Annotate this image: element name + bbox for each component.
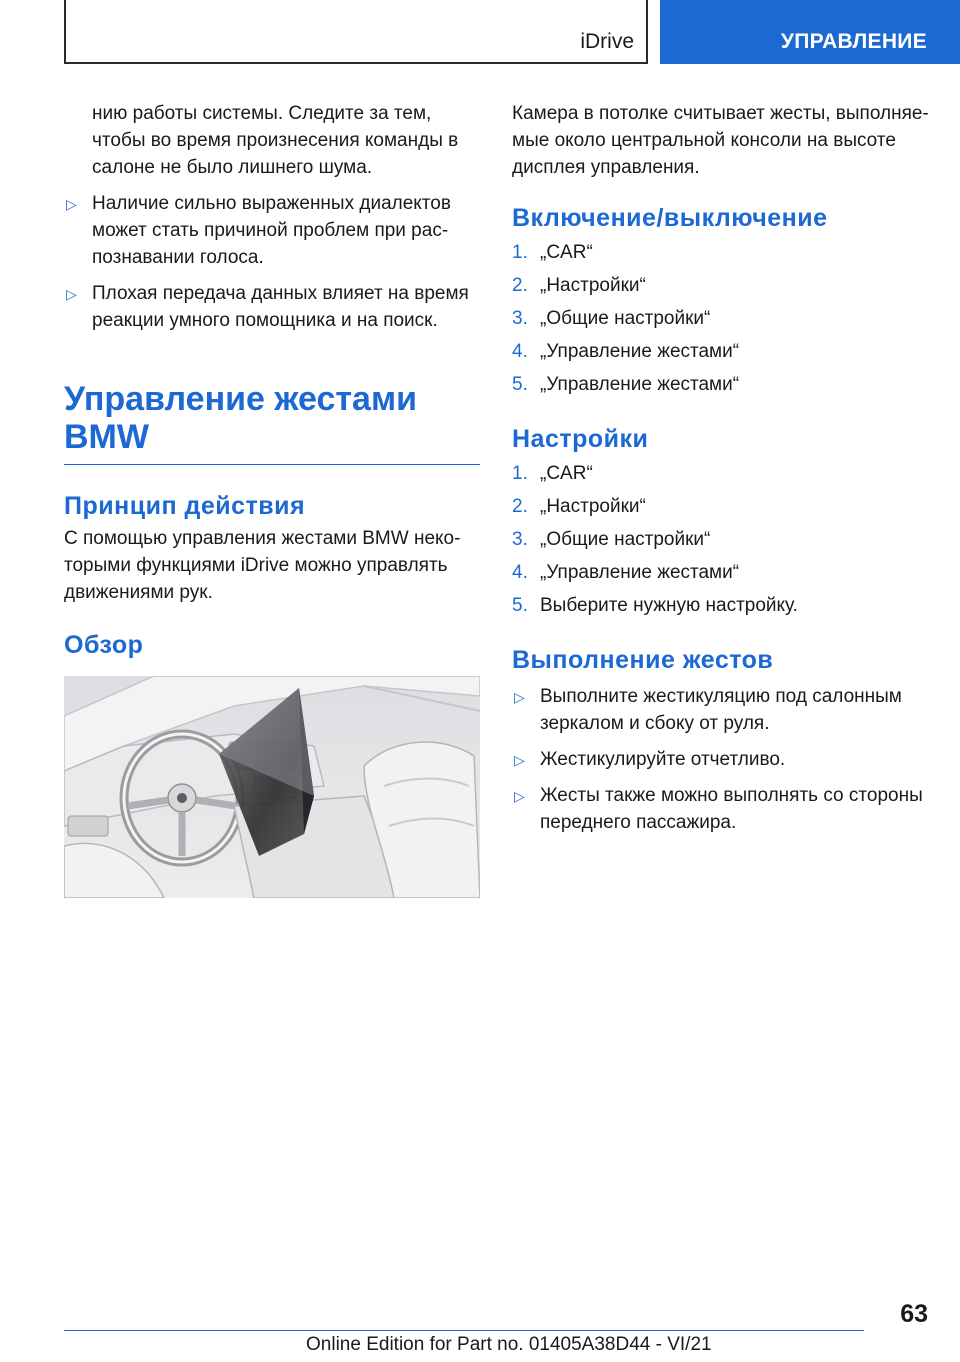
list-item [512, 746, 932, 773]
header-section-box [64, 0, 648, 64]
triangle-bullet-icon: ▷ [514, 689, 525, 705]
section-title [64, 380, 484, 465]
triangle-bullet-icon: ▷ [514, 752, 525, 768]
onoff-heading: Включение/выключение [512, 204, 828, 232]
triangle-bullet-icon: ▷ [66, 196, 77, 212]
principle-paragraph: С помощью управления жестами BMW некоторыми функциями iDrive можно управлять движениями рук. [64, 528, 461, 603]
step-text: „Настройки“ [540, 275, 646, 296]
header-chapter-label: УПРАВЛЕНИЕ [780, 30, 927, 53]
list-item [512, 338, 932, 365]
bullet-text: Выполните жестикуляцию под салонным зеркалом и сбоку от руля. [540, 686, 902, 734]
step-text: „CAR“ [540, 242, 593, 263]
step-number: 4. [512, 562, 528, 583]
bullet-text: Жестикулируйте отчетливо. [540, 749, 786, 770]
title-divider [64, 464, 480, 465]
header-section-label: iDrive [580, 30, 634, 53]
section-title-line1: Управление жестами [64, 380, 418, 418]
step-text: „Общие настройки“ [540, 308, 711, 329]
settings-steps-list [512, 460, 932, 619]
list-item [64, 280, 484, 334]
list-item [512, 559, 932, 586]
page-number: 63 [900, 1300, 928, 1328]
step-text: „CAR“ [540, 463, 593, 484]
list-item [512, 272, 932, 299]
continued-paragraph: нию работы системы. Следите за тем, чтобы во время произнесения команды в салоне не было лишнего шума. [92, 103, 459, 178]
step-number: 4. [512, 341, 528, 362]
gesture-camera-illustration [64, 676, 480, 898]
principle-heading: Принцип действия [64, 492, 306, 520]
gestures-list [512, 683, 932, 836]
onoff-steps-list [512, 239, 932, 398]
list-item [64, 190, 484, 271]
intro-paragraph: Камера в потолке считывает жесты, выполняемые около центральной консоли на высоте дисплея управления. [512, 103, 929, 178]
triangle-bullet-icon: ▷ [514, 788, 525, 804]
right-column [512, 100, 932, 836]
list-item [512, 305, 932, 332]
overview-heading: Обзор [64, 631, 144, 659]
list-item [512, 683, 932, 737]
step-number: 1. [512, 463, 528, 484]
bullet-text: Жесты также можно выполнять со стороны переднего пассажира. [540, 785, 923, 833]
edition-footer: Online Edition for Part no. 01405A38D44 - VI/21 [306, 1334, 712, 1355]
car-interior-illustration [64, 676, 480, 898]
footer-divider [64, 1330, 864, 1331]
step-text: „Настройки“ [540, 496, 646, 517]
list-item [512, 526, 932, 553]
step-number: 3. [512, 308, 528, 329]
step-text: „Общие настройки“ [540, 529, 711, 550]
step-number: 3. [512, 529, 528, 550]
list-item [512, 782, 932, 836]
list-item [512, 592, 932, 619]
list-item [512, 460, 932, 487]
step-text: Выберите нужную настройку. [540, 595, 798, 616]
step-number: 5. [512, 374, 528, 395]
triangle-bullet-icon: ▷ [66, 286, 77, 302]
bullet-text: Плохая передача данных влияет на время реакции умного помощника и на поиск. [92, 283, 469, 331]
list-item [512, 239, 932, 266]
settings-heading: Настройки [512, 425, 649, 453]
step-text: „Управление жестами“ [540, 562, 740, 583]
step-number: 1. [512, 242, 528, 263]
section-title-line2: BMW [64, 418, 149, 456]
list-item [512, 493, 932, 520]
header-chapter-tab [660, 0, 960, 64]
step-number: 2. [512, 275, 528, 296]
bullet-text: Наличие сильно выраженных диалектов может стать причиной проблем при распознавании голоса. [92, 193, 451, 268]
step-number: 2. [512, 496, 528, 517]
list-item [512, 371, 932, 398]
step-text: „Управление жестами“ [540, 341, 740, 362]
step-text: „Управление жестами“ [540, 374, 740, 395]
left-column [64, 100, 484, 898]
gestures-heading: Выполнение жестов [512, 646, 774, 674]
step-number: 5. [512, 595, 528, 616]
